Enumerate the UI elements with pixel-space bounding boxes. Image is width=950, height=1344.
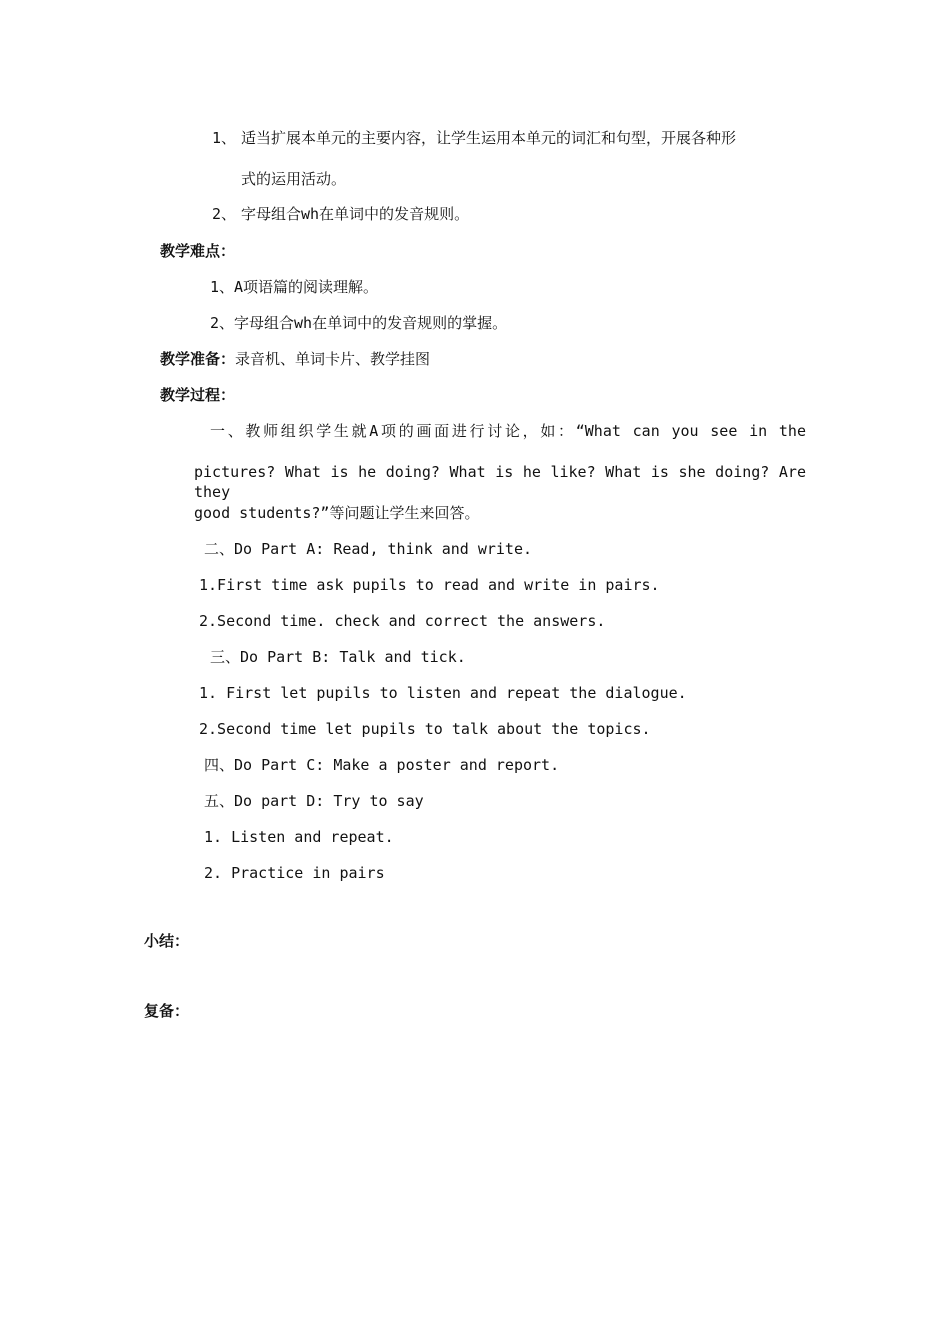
process-line-part-b-2: 2.Second time let pupils to talk about the topics. [199, 720, 651, 738]
process-line-part-d: 五、Do part D: Try to say [204, 792, 424, 810]
focus-item-1-continuation: 式的运用活动。 [241, 170, 347, 188]
preparation-text: 录音机、单词卡片、教学挂图 [235, 350, 431, 368]
process-step1-line-3: good students?”等问题让学生来回答。 [194, 504, 480, 522]
difficulty-item-1: 1、A项语篇的阅读理解。 [210, 278, 379, 296]
process-step1-line-2: pictures? What is he doing? What is he like? What is she doing? Are they [194, 463, 806, 501]
process-line-part-d-1: 1. Listen and repeat. [204, 828, 394, 846]
process-line-part-d-2: 2. Practice in pairs [204, 864, 385, 882]
focus-item-1-text: 适当扩展本单元的主要内容，让学生运用本单元的词汇和句型，开展各种形 [241, 129, 737, 147]
review-heading: 复备： [144, 1002, 190, 1020]
process-line-part-c: 四、Do Part C: Make a poster and report. [204, 756, 560, 774]
focus-item-1-number: 1、 [212, 129, 237, 147]
process-line-part-b: 三、Do Part B: Talk and tick. [210, 648, 466, 666]
focus-item-2-number: 2、 [212, 205, 237, 223]
process-step1-line-1: 一、教师组织学生就A项的画面进行讨论，如：“What can you see in the [210, 422, 806, 440]
difficulty-heading: 教学难点： [160, 242, 236, 260]
process-line-part-b-1: 1. First let pupils to listen and repeat the dialogue. [199, 684, 687, 702]
preparation-row [160, 349, 430, 369]
process-line-part-a-2: 2.Second time. check and correct the answers. [199, 612, 606, 630]
summary-heading: 小结： [144, 932, 190, 950]
preparation-heading: 教学准备： [160, 350, 236, 368]
process-heading: 教学过程： [160, 386, 236, 404]
process-line-part-a: 二、Do Part A: Read, think and write. [204, 540, 533, 558]
difficulty-item-2: 2、字母组合wh在单词中的发音规则的掌握。 [210, 314, 508, 332]
process-line-part-a-1: 1.First time ask pupils to read and write in pairs. [199, 576, 660, 594]
focus-item-2-text: 字母组合wh在单词中的发音规则。 [241, 205, 470, 223]
